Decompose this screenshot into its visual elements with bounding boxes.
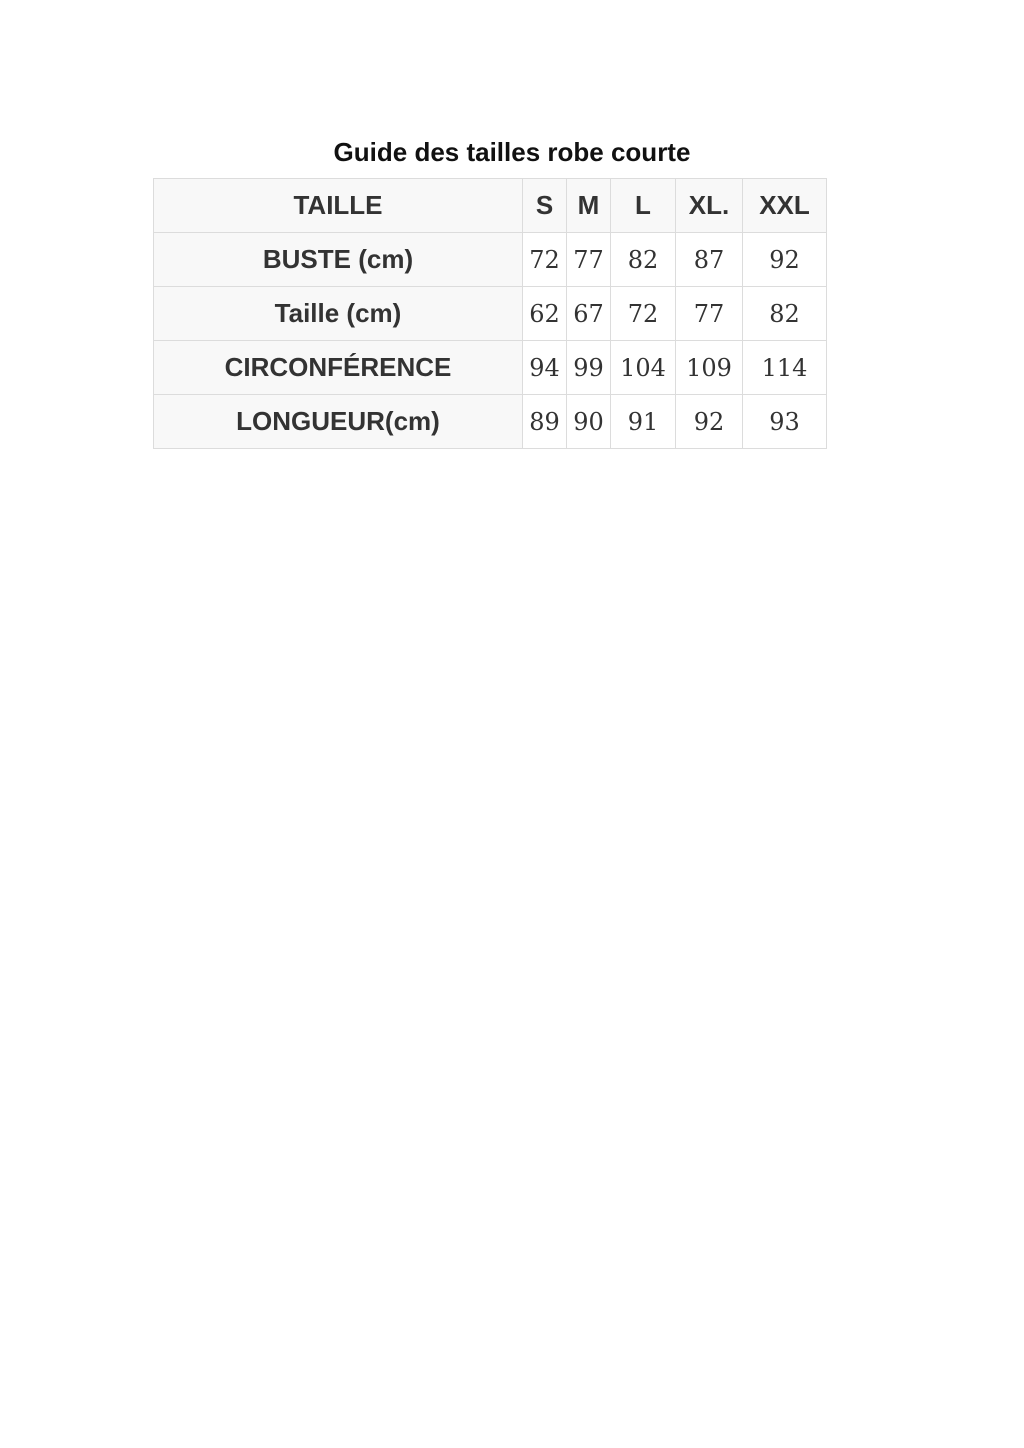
table-cell: 92 [743, 233, 827, 287]
row-label-circonference: CIRCONFÉRENCE [154, 341, 523, 395]
table-cell: 99 [567, 341, 611, 395]
table-row [154, 287, 827, 341]
table-cell: 87 [676, 233, 743, 287]
table-cell: 72 [523, 233, 567, 287]
table-row [154, 395, 827, 449]
header-cell-xxl: XXL [743, 179, 827, 233]
table-cell: 104 [611, 341, 676, 395]
table-cell: 89 [523, 395, 567, 449]
header-cell-l: L [611, 179, 676, 233]
size-chart-table [153, 178, 827, 449]
table-cell: 92 [676, 395, 743, 449]
table-cell: 93 [743, 395, 827, 449]
page-title: Guide des tailles robe courte [333, 137, 691, 167]
row-label-taille: Taille (cm) [154, 287, 523, 341]
table-cell: 82 [743, 287, 827, 341]
table-cell: 72 [611, 287, 676, 341]
header-cell-s: S [523, 179, 567, 233]
row-label-longueur: LONGUEUR(cm) [154, 395, 523, 449]
table-cell: 109 [676, 341, 743, 395]
row-label-buste: BUSTE (cm) [154, 233, 523, 287]
table-cell: 82 [611, 233, 676, 287]
table-cell: 77 [567, 233, 611, 287]
table-cell: 114 [743, 341, 827, 395]
table-header-row [154, 179, 827, 233]
header-cell-taille: TAILLE [154, 179, 523, 233]
table-row [154, 341, 827, 395]
table-cell: 67 [567, 287, 611, 341]
table-cell: 62 [523, 287, 567, 341]
table-cell: 77 [676, 287, 743, 341]
header-cell-xl: XL. [676, 179, 743, 233]
table-row [154, 233, 827, 287]
header-cell-m: M [567, 179, 611, 233]
table-cell: 90 [567, 395, 611, 449]
table-cell: 94 [523, 341, 567, 395]
table-cell: 91 [611, 395, 676, 449]
